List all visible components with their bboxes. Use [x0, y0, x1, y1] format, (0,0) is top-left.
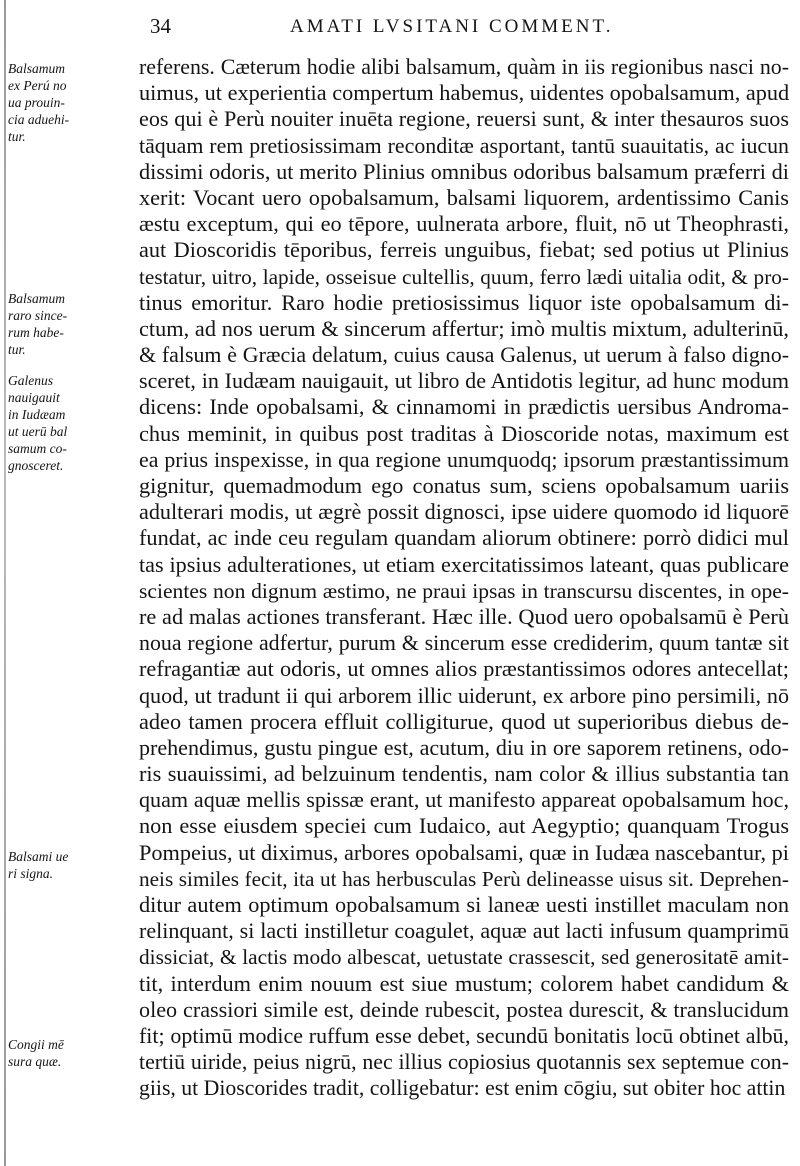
text-line: re ad malas actiones transferant. Hæc ille. Quod uero opobalsamū è Perù	[139, 603, 789, 629]
text-line: neis similes fecit, ita ut has herbusculas Perù delineasse uisus sit. Deprehen-	[139, 866, 789, 891]
main-text-block	[139, 54, 789, 1102]
text-line: ctum, ad nos uerum & sincerum affertur; imò multis mixtum, adulterinū,	[139, 315, 789, 341]
text-line: tertiū uiride, peius nigrū, nec illius copiosius quotannis sex septemue con-	[139, 1050, 789, 1075]
margin-note-balsamum-peru: Balsamum ex Perú no ua prouin- cia aduehi- tur.	[8, 61, 70, 144]
text-line: tinus emoritur. Raro hodie pretiosissimus liquor iste opobalsamum di-	[139, 289, 789, 315]
page-header	[150, 14, 790, 42]
text-line: relinquant, si lacti instilletur coagulet, aquæ aut lacti infusum quamprimū	[139, 918, 789, 944]
margin-note-congii-mensura: Congii mē sura quæ.	[8, 1037, 64, 1069]
running-head: AMATI LVSITANI COMMENT.	[290, 16, 614, 37]
margin-note-balsami-signa: Balsami ue ri signa.	[8, 849, 69, 881]
text-line: giis, ut Dioscorides tradit, colligebatur: est enim cōgiu, sut obiter hoc attin	[139, 1076, 786, 1101]
text-line: prehendimus, gustu pingue est, acutum, diu in ore saporem retinens, odo-	[139, 734, 789, 760]
text-line: ditur autem optimum opobalsamum si laneæ uesti instillet maculam non	[139, 892, 789, 917]
text-line: chus meminit, in quibus post traditas à Dioscoride notas, maximum est	[139, 420, 789, 446]
text-line: dissiciat, & lactis modo albescat, uetustate crassescit, sed generositatē amit-	[139, 945, 789, 970]
text-line: fit; optimū modice ruffum esse debet, secundū bonitatis locū obtinet albū,	[139, 1022, 789, 1048]
text-line: scientes non dignum æstimo, ne praui ipsas in transcursu discentes, in ope-	[139, 578, 789, 603]
text-line: gignitur, quemadmodum ego conatus sum, sciens opobalsamum uariis	[139, 473, 789, 498]
text-line: ea prius inspexisse, in qua regione unumquodq; ipsorum præstantissimum	[139, 447, 789, 472]
text-line: oleo crassiori simile est, deinde rubescit, postea durescit, & translucidum	[139, 996, 789, 1022]
page-gutter-edge	[4, 0, 6, 1166]
text-line: æstu exceptum, qui eo tēpore, uulnerata arbore, fluit, nō ut Theophrasti,	[139, 211, 789, 237]
text-line: tāquam rem pretiosissimam reconditæ asportant, tantū suauitatis, ac iucun	[139, 133, 789, 158]
margin-notes	[8, 0, 134, 1166]
text-line: xerit: Vocant uero opobalsamum, balsami liquorem, ardentissimo Canis	[139, 184, 789, 210]
text-line: quam aquæ mellis spissæ erant, ut manifesto appareat opobalsamum hoc,	[139, 787, 789, 813]
text-line: dicens: Inde opobalsami, & cinnamomi in prædictis uersibus Androma-	[139, 394, 789, 420]
margin-note-galenus: Galenus nauigauit in Iudæam ut uerū bal samum co- gnosceret.	[8, 373, 68, 473]
text-line: noua regione adfertur, purum & sincerum esse crediderim, quum tantæ sit	[139, 630, 789, 656]
text-line: tit, interdum enim nouum est siue mustum; colorem habet candidum &	[139, 970, 789, 996]
text-line: ris suauissimi, ad belzuinum tendentis, nam color & illius substantia tan	[139, 761, 789, 787]
text-line: & falsum è Græcia delatum, cuius causa Galenus, ut uerum à falso digno-	[139, 342, 789, 368]
text-line: Pompeius, ut diximus, arbores opobalsami, quæ in Iudæa nascebantur, pi	[139, 839, 789, 865]
text-line: non esse eiusdem speciei cum Iudaico, aut Aegyptio; quanquam Trogus	[139, 813, 789, 839]
text-line: sceret, in Iudæam nauigauit, ut libro de Antidotis legitur, ad hunc modum	[139, 368, 789, 394]
text-line: referens. Cæterum hodie alibi balsamum, quàm in iis regionibus nasci no-	[139, 55, 789, 79]
text-line: adeo tamen procera effluit colligiturue, quod ut superioribus diebus de-	[139, 708, 789, 734]
margin-note-balsamum-raro: Balsamum raro since- rum habe- tur.	[8, 291, 68, 357]
text-line: aut Dioscoridis tēporibus, ferreis unguibus, fiebat; sed potius ut Plinius	[139, 237, 789, 263]
text-line: tas ipsius adulterationes, ut etiam exercitatissimos lateant, quas publicare	[139, 551, 789, 577]
page-number: 34	[150, 14, 171, 38]
text-line: uimus, ut experientia compertum habemus, uidentes opobalsamum, apud	[139, 80, 790, 106]
text-line: quod, ut tradunt ii qui arborem illic uiderunt, ex arbore pino persimili, nō	[139, 682, 789, 708]
text-line: adulterari modis, ut ægrè possit dignosci, ipse uidere quomodo id liquorē	[139, 499, 789, 525]
text-line: testatur, uitro, lapide, osseisue cultellis, quum, ferro lædi uitalia odit, & pro-	[139, 264, 789, 289]
text-line: refragantiæ aut odoris, ut omnes alios præstantissimos odores antecellat;	[139, 656, 789, 682]
text-line: fundat, ac inde ceu regulam quandam aliorum obtinere: porrò didici mul	[139, 525, 789, 551]
text-line: dissimi odoris, ut merito Plinius omnibus odoribus balsamum præferri di	[139, 158, 789, 184]
text-line: eos qui è Perù nouiter inuēta regione, reuersi sunt, & inter thesauros suos	[139, 106, 789, 132]
